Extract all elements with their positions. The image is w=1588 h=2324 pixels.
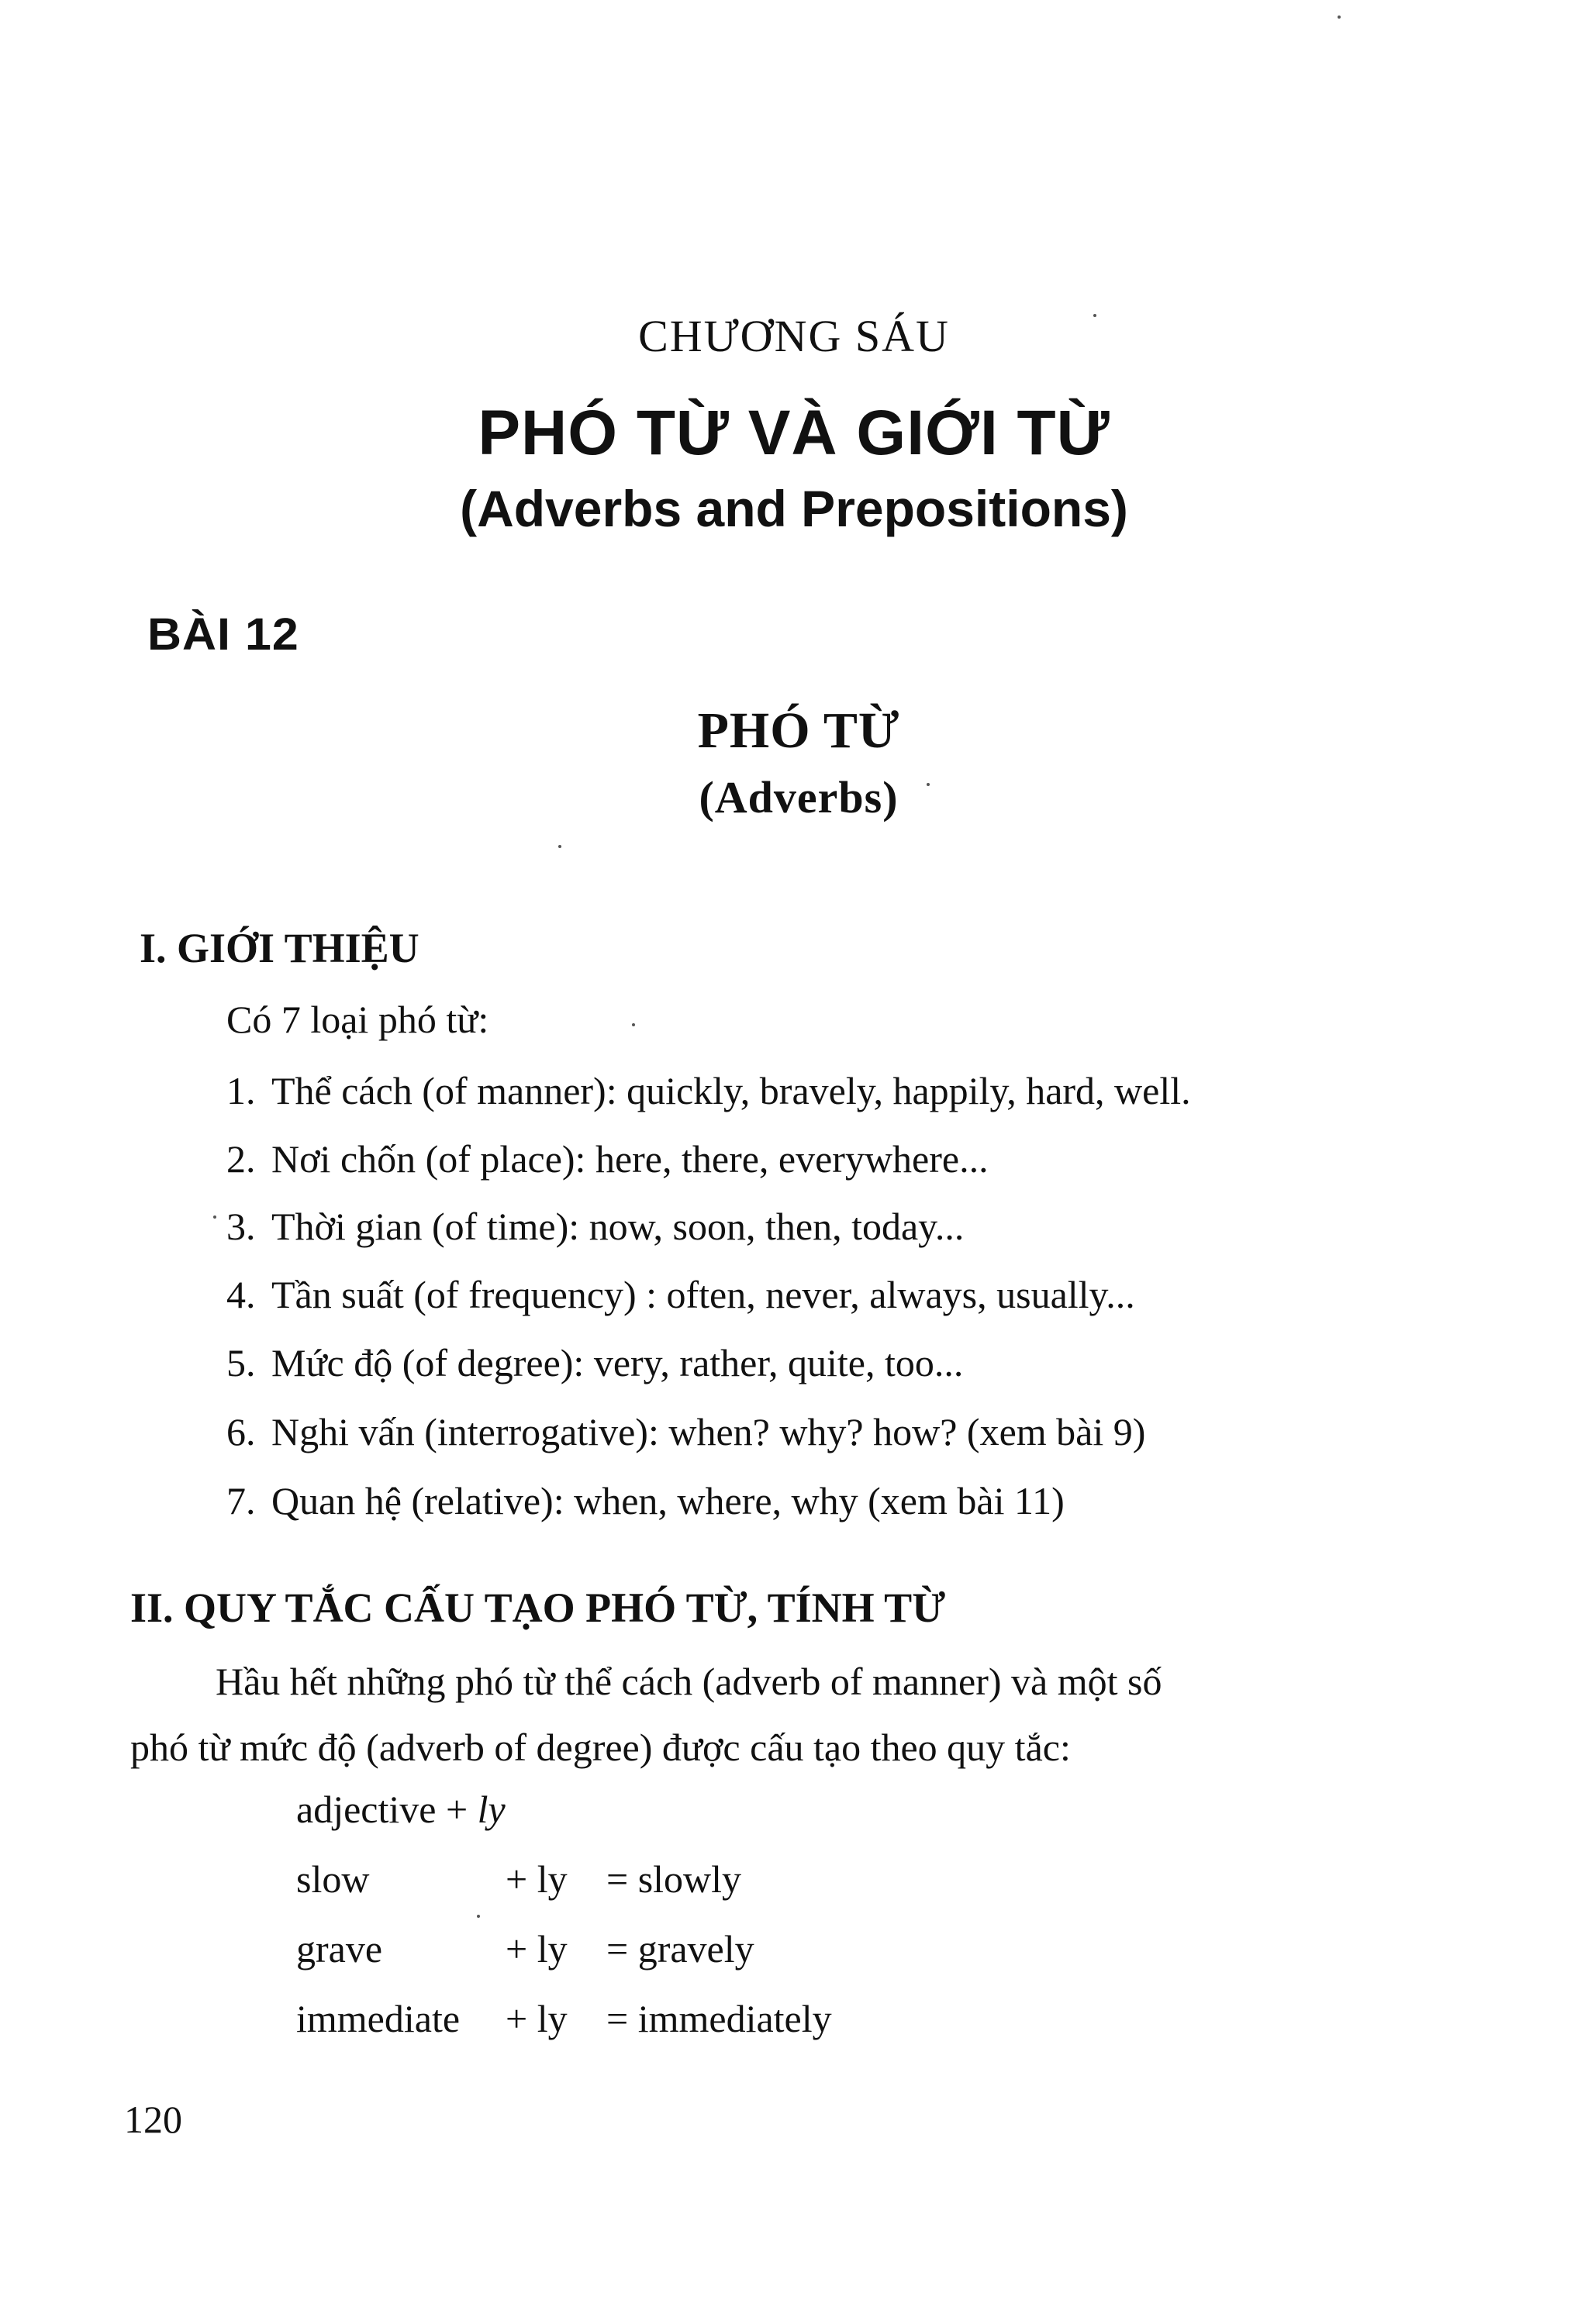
lesson-title: PHÓ TỪ: [697, 702, 900, 759]
list-item-number: 4.: [226, 1273, 256, 1316]
formula-base: adjective +: [296, 1788, 478, 1831]
list-item-text: Mức độ (of degree): very, rather, quite, too...: [271, 1341, 964, 1384]
section-intro-text: Có 7 loại phó từ:: [226, 998, 489, 1041]
chapter-title: PHÓ TỪ VÀ GIỚI TỪ: [478, 398, 1110, 468]
formula: [296, 1787, 506, 1832]
list-item-text: Nghi vấn (interrogative): when? why? how? (xem bài 9): [271, 1410, 1146, 1453]
list-item: [226, 1340, 963, 1385]
list-item-number: 3.: [226, 1205, 256, 1248]
scan-speck: [927, 783, 930, 786]
list-item-number: 7.: [226, 1479, 256, 1522]
list-item-number: 6.: [226, 1410, 256, 1453]
list-item-text: Thể cách (of manner): quickly, bravely, happily, hard, well.: [271, 1069, 1191, 1112]
lesson-subtitle: (Adverbs): [699, 772, 899, 822]
chapter-subtitle: (Adverbs and Prepositions): [460, 480, 1128, 537]
list-item-text: Nơi chốn (of place): here, there, everywhere...: [271, 1137, 989, 1181]
scan-speck: [213, 1215, 216, 1219]
scan-speck: [632, 1023, 635, 1026]
scan-speck: [477, 1915, 480, 1918]
list-item-number: 1.: [226, 1069, 256, 1112]
paragraph-line: Hầu hết những phó từ thể cách (adverb of manner) và một số: [216, 1660, 1162, 1703]
section-heading-rules: II. QUY TẮC CẤU TẠO PHÓ TỪ, TÍNH TỪ: [130, 1584, 946, 1631]
list-item: [226, 1204, 964, 1249]
section-heading-intro: I. GIỚI THIỆU: [140, 925, 419, 971]
example-adjective: grave: [296, 1927, 383, 1971]
example-adjective: immediate: [296, 1997, 461, 2040]
list-item-text: Thời gian (of time): now, soon, then, today...: [271, 1205, 965, 1248]
list-item: [226, 1136, 989, 1181]
list-item: [226, 1068, 1191, 1113]
page-number: 120: [124, 2098, 182, 2141]
example-suffix: + ly: [506, 1997, 568, 2040]
scan-speck: [558, 845, 561, 848]
scan-speck: [1338, 16, 1341, 19]
list-item: [226, 1272, 1135, 1317]
list-item: [226, 1478, 1065, 1523]
example-result: = immediately: [606, 1997, 832, 2040]
example-suffix: + ly: [506, 1927, 568, 1971]
formula-suffix: ly: [477, 1788, 506, 1831]
example-adjective: slow: [296, 1857, 370, 1901]
lesson-label: BÀI 12: [147, 609, 299, 660]
list-item-text: Quan hệ (relative): when, where, why (xem bài 11): [271, 1479, 1065, 1522]
list-item-number: 2.: [226, 1137, 256, 1181]
example-result: = gravely: [606, 1927, 754, 1971]
scan-speck: [1093, 314, 1096, 317]
list-item: [226, 1409, 1145, 1454]
list-item-number: 5.: [226, 1341, 256, 1384]
example-result: = slowly: [606, 1857, 742, 1901]
example-suffix: + ly: [506, 1857, 568, 1901]
list-item-text: Tần suất (of frequency) : often, never, always, usually...: [271, 1273, 1135, 1316]
paragraph-line: phó từ mức độ (adverb of degree) được cấu tạo theo quy tắc:: [130, 1726, 1071, 1769]
chapter-label: CHƯƠNG SÁU: [638, 311, 950, 361]
